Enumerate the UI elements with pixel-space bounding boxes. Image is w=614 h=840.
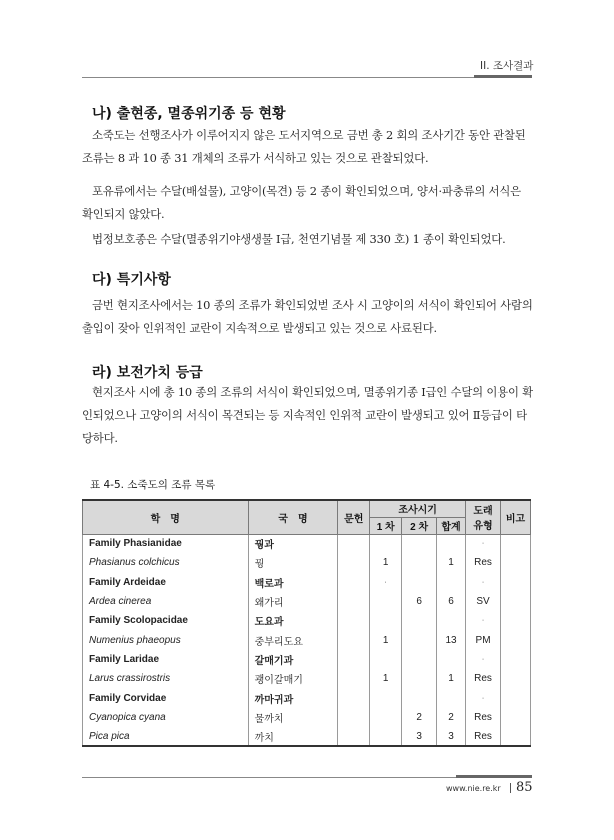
paragraph-occurrence-3: 법정보호종은 수달(멸종위기야생생물 Ⅰ급, 천연기념물 제 330 호) 1 종이 확인되었다.	[92, 232, 506, 246]
section-title-occurrence: 나) 출현종, 멸종위기종 등 현황	[92, 106, 286, 122]
family-korean-name: 갈매기과	[248, 650, 338, 669]
status-cell: PM	[466, 630, 501, 649]
family-korean-name: 도요과	[248, 611, 338, 630]
table-row	[83, 573, 531, 592]
header-remarks: 비고	[501, 500, 531, 534]
header-status-line1: 도래	[473, 506, 493, 518]
table-row	[83, 669, 531, 688]
bird-list-table	[82, 499, 531, 747]
first-survey-count	[370, 708, 402, 727]
second-survey-count	[402, 553, 437, 572]
header-scientific-name: 학 명	[83, 500, 249, 534]
second-survey-count: 3	[402, 727, 437, 746]
running-head: II. 조사결과	[480, 60, 534, 72]
status-cell: ·	[466, 611, 501, 630]
header-rule-accent	[474, 75, 532, 78]
species-korean-name: 물까치	[248, 708, 338, 727]
footer-separator	[510, 783, 511, 793]
status-cell: Res	[466, 553, 501, 572]
second-survey-count: 2	[402, 708, 437, 727]
status-cell: SV	[466, 592, 501, 611]
section-title-special-notes: 다) 특기사항	[92, 272, 171, 288]
table-row	[83, 727, 531, 746]
header-literature: 문헌	[338, 500, 370, 534]
second-survey-count: 6	[402, 592, 437, 611]
paragraph-occurrence-2: 포유류에서는 수달(배설물), 고양이(목견) 등 2 종이 확인되었으며, 양서·파충류의 서식은 확인되지 않았다.	[82, 184, 521, 221]
header-status-line2: 유형	[473, 521, 493, 533]
species-scientific-name: Pica pica	[83, 727, 249, 746]
family-name: Family Corvidae	[83, 688, 249, 707]
first-survey-count	[370, 592, 402, 611]
paragraph-special-notes: 금번 현지조사에서는 10 종의 조류가 확인되었벋 조사 시 고양이의 서식이 확인되어 사람의 출입이 잦아 인위적인 교란이 지속적으로 발생되고 있는 것으로 사료된다.	[82, 298, 533, 335]
species-scientific-name: Ardea cinerea	[83, 592, 249, 611]
status-cell: Res	[466, 708, 501, 727]
total-count: 2	[437, 708, 466, 727]
first-survey-count: 1	[370, 669, 402, 688]
section-title-conservation-grade: 라) 보전가치 등급	[92, 365, 203, 381]
table-row	[83, 592, 531, 611]
table-row	[83, 611, 531, 630]
family-name: Family Laridae	[83, 650, 249, 669]
table-caption: 표 4-5. 소죽도의 조류 목록	[90, 479, 216, 491]
header-survey-period: 조사시기	[370, 500, 466, 517]
total-count: 6	[437, 592, 466, 611]
species-scientific-name: Numenius phaeopus	[83, 630, 249, 649]
status-cell: ·	[466, 573, 501, 592]
header-korean-name: 국 명	[248, 500, 338, 534]
species-scientific-name: Larus crassirostris	[83, 669, 249, 688]
total-count: 1	[437, 669, 466, 688]
first-survey-count: ·	[370, 573, 402, 592]
table-row	[83, 650, 531, 669]
paragraph-occurrence-1: 소죽도는 선행조사가 이루어지지 않은 도서지역으로 금번 총 2 회의 조사기간 동안 관찰된 조류는 8 과 10 종 31 개체의 조류가 서식하고 있는 것으로 관찰되었다.	[82, 128, 526, 165]
header-first-survey: 1 차	[370, 517, 402, 534]
paragraph-conservation-grade: 현지조사 시에 총 10 종의 조류의 서식이 확인되었으며, 멸종위기종 Ⅰ급인 수달의 이용이 확인되었으나 고양이의 서식이 목견되는 등 지속적인 인위적 교란이 발생되고 있어 Ⅱ등급이 타당하다.	[82, 385, 533, 445]
footer-rule-accent	[456, 775, 532, 778]
species-korean-name: 꿩	[248, 553, 338, 572]
footer-url: www.nie.re.kr	[446, 784, 501, 793]
first-survey-count: 1	[370, 630, 402, 649]
table-row	[83, 688, 531, 707]
table-row	[83, 630, 531, 649]
status-cell: Res	[466, 727, 501, 746]
header-second-survey: 2 차	[402, 517, 437, 534]
species-scientific-name: Phasianus colchicus	[83, 553, 249, 572]
first-survey-count: 1	[370, 553, 402, 572]
family-name: Family Ardeidae	[83, 573, 249, 592]
first-survey-count	[370, 727, 402, 746]
family-korean-name: 까마귀과	[248, 688, 338, 707]
species-scientific-name: Cyanopica cyana	[83, 708, 249, 727]
family-name: Family Phasianidae	[83, 534, 249, 553]
header-total: 합계	[437, 517, 466, 534]
family-korean-name: 백로과	[248, 573, 338, 592]
status-cell: ·	[466, 534, 501, 553]
species-korean-name: 왜가리	[248, 592, 338, 611]
species-korean-name: 괭이갈매기	[248, 669, 338, 688]
status-cell: Res	[466, 669, 501, 688]
table-row	[83, 708, 531, 727]
total-count: 1	[437, 553, 466, 572]
header-rule	[82, 77, 532, 78]
table-row	[83, 534, 531, 553]
page-number: 85	[516, 780, 533, 795]
second-survey-count	[402, 669, 437, 688]
species-korean-name: 중부리도요	[248, 630, 338, 649]
family-name: Family Scolopacidae	[83, 611, 249, 630]
species-korean-name: 까치	[248, 727, 338, 746]
total-count: 13	[437, 630, 466, 649]
status-cell: ·	[466, 650, 501, 669]
header-status	[466, 500, 501, 534]
total-count: 3	[437, 727, 466, 746]
family-korean-name: 꿩과	[248, 534, 338, 553]
status-cell: ·	[466, 688, 501, 707]
table-row	[83, 553, 531, 572]
second-survey-count	[402, 630, 437, 649]
